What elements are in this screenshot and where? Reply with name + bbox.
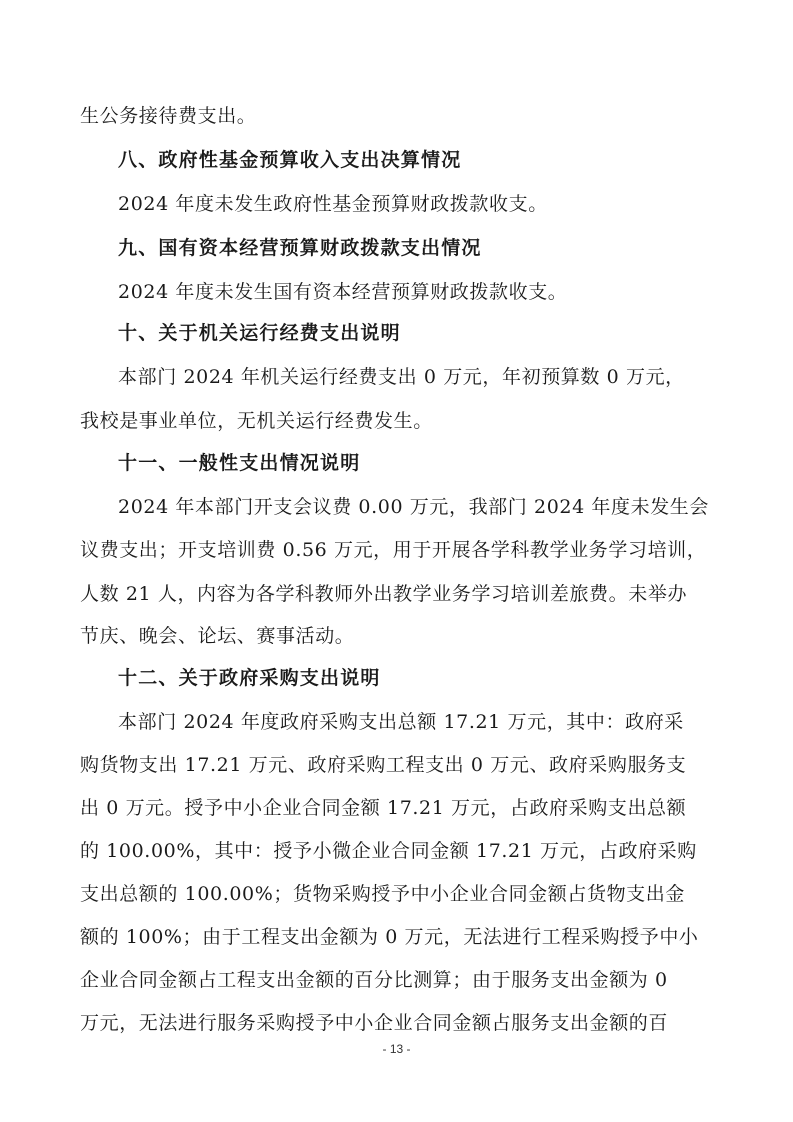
body-text-line: 出 0 万元。授予中小企业合同金额 17.21 万元，占政府采购支出总额 (80, 797, 687, 819)
body-text-line: 支出总额的 100.00%；货物采购授予中小企业合同金额占货物支出金 (80, 883, 685, 905)
section-heading-11: 十一、一般性支出情况说明 (118, 452, 361, 474)
body-text-line: 人数 21 人，内容为各学科教师外出教学业务学习培训差旅费。未举办 (80, 583, 688, 605)
body-text-line: 的 100.00%，其中：授予小微企业合同金额 17.21 万元，占政府采购 (80, 840, 697, 862)
body-text-line: 企业合同金额占工程支出金额的百分比测算；由于服务支出金额为 0 (80, 969, 668, 991)
section-heading-12: 十二、关于政府采购支出说明 (118, 667, 381, 689)
body-text-line: 我校是事业单位，无机关运行经费发生。 (80, 410, 433, 432)
section-heading-9: 九、国有资本经营预算财政拨款支出情况 (118, 237, 482, 259)
body-text-line: 议费支出；开支培训费 0.56 万元，用于开展各学科教学业务学习培训， (80, 539, 707, 561)
body-text-line: 2024 年度未发生国有资本经营预算财政拨款收支。 (118, 281, 568, 303)
body-text-line: 节庆、晚会、论坛、赛事活动。 (80, 625, 355, 647)
section-heading-10: 十、关于机关运行经费支出说明 (118, 322, 401, 344)
section-heading-8: 八、政府性基金预算收入支出决算情况 (118, 149, 462, 171)
body-text-line: 2024 年度未发生政府性基金预算财政拨款收支。 (118, 193, 548, 215)
body-text-line: 生公务接待费支出。 (80, 105, 257, 127)
body-text-line: 本部门 2024 年机关运行经费支出 0 万元，年初预算数 0 万元， (118, 366, 685, 388)
body-text-line: 额的 100%；由于工程支出金额为 0 万元，无法进行工程采购授予中小 (80, 926, 699, 948)
body-text-line: 2024 年本部门开支会议费 0.00 万元，我部门 2024 年度未发生会 (118, 496, 710, 518)
page-number: - 13 - (382, 1042, 411, 1056)
body-text-line: 本部门 2024 年度政府采购支出总额 17.21 万元，其中：政府采 (118, 711, 684, 733)
body-text-line: 购货物支出 17.21 万元、政府采购工程支出 0 万元、政府采购服务支 (80, 754, 687, 776)
body-text-line: 万元，无法进行服务采购授予中小企业合同金额占服务支出金额的百 (80, 1012, 669, 1034)
